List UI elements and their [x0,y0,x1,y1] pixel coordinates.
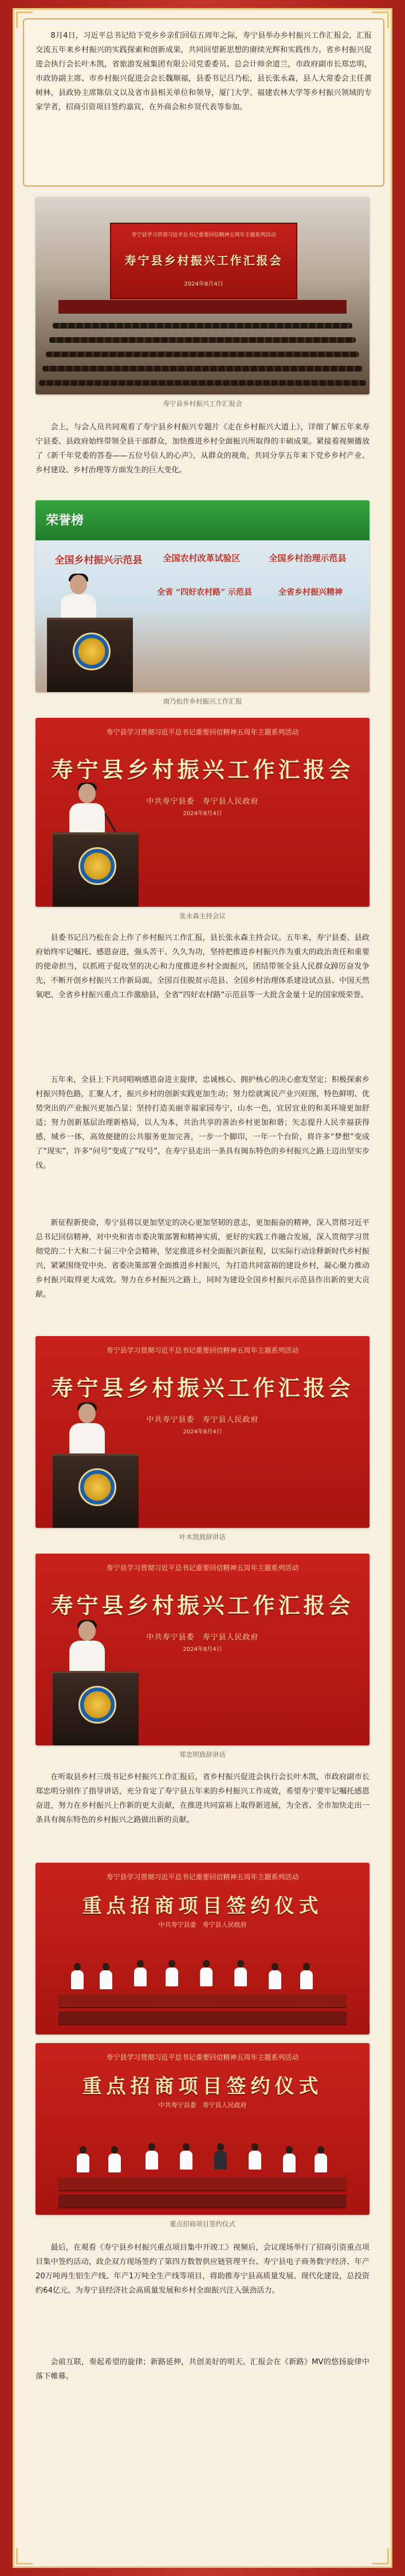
organizers: 中共寿宁县委 寿宁县人民政府 [146,1633,259,1642]
signing-table [58,2012,347,2024]
main-title: 寿宁县乡村振兴工作汇报会 [51,1375,354,1401]
paragraph-3: 县委书记吕乃松在会上作了乡村振兴工作汇报，县长张永森主持会议。五年来，寿宁县委、县政府始终牢记嘱托、感恩奋进，强头苦干、久久为功，坚持把推进乡村振兴作为重大的政治责任和重要的使命担当，以抓班子促攻坚的决心和力度推进乡村全面振兴，团结带领全县人民群众踔厉奋发争先，不断开创乡村振兴工作新局面。全国百佳脱贫示范县、全国乡村治理体系建设试点县、中国天然氧吧、全省乡村振兴重点工作激励县，全省“四好农村路”示范县等一大批含金量十足的国家级荣誉。 [36,934,369,999]
podium-emblem [78,1686,116,1724]
person [299,1963,314,1989]
signing-title: 重点招商项目签约仪式 [82,2075,323,2098]
person [199,1960,214,1986]
caption-5: 郑忠明致辞讲话 [179,1751,226,1759]
paragraph-6: 在听取县乡村三级书记乡村振兴工作汇报后，省乡村振兴促进会执行会长叶木凯，市政府副市长郑忠明分别作了指导讲话，充分肯定了寿宁县五年来的乡村振兴工作成效，希望寿宁要牢记嘱托感恩奋进，努力在乡村振兴上作新的更大贡献，在推进共同富裕上取得新进展，为全省、全市加快走出一条具有闽东特色的乡村振兴之路做出新的贡献。 [36,1773,369,1824]
top-banner-text: 寿宁县学习贯彻习近平总书记重要回信精神五周年主题系列活动 [106,2053,299,2061]
organizers: 中共寿宁县委 寿宁县人民政府 [158,1921,247,1929]
person [164,1960,179,1986]
caption-1: 寿宁县乡村振兴工作汇报会 [163,400,242,408]
organizers: 中共寿宁县委 寿宁县人民政府 [146,1416,259,1424]
signing-table [58,2178,347,2190]
podium [53,1671,139,1745]
caption-6: 重点招商项目签约仪式 [170,2220,235,2228]
main-title: 寿宁县乡村振兴工作汇报会 [51,1593,354,1618]
hall-stage-title: 寿宁县乡村振兴工作汇报会 [124,254,283,267]
award-2: 全国农村改革试验区 [163,553,241,563]
hall-stage-date: 2024年8月4日 [184,281,223,287]
photo-speech-ye [36,1336,369,1528]
podium-emblem [78,847,116,885]
top-banner-text: 寿宁县学习贯彻习近平总书记重要回信精神五周年主题系列活动 [106,1564,299,1572]
photo-signing-2 [36,2043,369,2215]
top-banner-text: 寿宁县学习贯彻习近平总书记重要回信精神五周年主题系列活动 [106,1346,299,1354]
corner-ornament [16,2548,33,2565]
stage-front [58,300,347,314]
seat-row [39,380,366,386]
intro-paragraph: 8月4日，习近平总书记给下党乡乡亲们回信五周年之际，寿宁县举办乡村振兴工作汇报会，汇报交流五年来乡村振兴的实践探索和创新成果，共同回望新思想的赓续光辉和实践伟力。省乡村振兴促进会执行会长叶木凯，省旅游发展集团有限公司党委委员、总会计师余道兰，市政府副市长郑忠明，市政协副主席、市乡村振兴促进会会长魏顺福，县委书记吕乃松，县长张永森，县人大常委会主任黄树林，县政协主席陈信文以及省市县相关单位和领导，厦门大学、福建农林大学等乡村振兴领域的专家学者，招商引资项目签约嘉宾，在外商会和乡贤代表等参加。 [36,31,372,112]
hall-stage-screen [110,223,297,299]
main-title: 寿宁县乡村振兴工作汇报会 [51,757,354,783]
person [179,2143,194,2170]
paragraph-2: 会上，与会人员共同观看了寿宁县乡村振兴专题片《走在乡村振兴大道上》，详细了解五年来寿宁县委、县政府始终带领全县干部群众，加快推进乡村全面振兴所取得的丰硕成果。紧接着视频播放了《新千年党委的答卷——五位号信人的心声》，从群众的视角，共同分享五年来下党乡乡村产业、乡村建设、乡村治理等方面发生的巨大变化。 [36,423,369,475]
person [268,1963,282,1989]
paragraph-7: 最后，在观看《寿宁县乡村振兴重点项目集中开竣工》视频后，会议现场举行了招商引资重点项目集中签约活动，政企双方现场签约了第四方数智供应链管理平台、寿宁县电子商务数字经济、年产20万吨再生铝生产线、年产1万吨全生产线等项目，将助推寿宁县高质量发展、现代化建设，总投资约64亿元，为寿宁县经济社会高质量发展和乡村全面振兴注入强劲活力。 [36,2243,369,2295]
person [313,2146,328,2172]
award-3: 全国乡村治理示范县 [269,553,347,563]
person [282,2146,297,2172]
organizers: 中共寿宁县委 寿宁县人民政府 [146,797,259,806]
photo-honor-wall-speaker [36,500,369,692]
seat-row [53,323,352,329]
signing-table [58,1994,347,2007]
green-label: 荣誉榜 [46,513,84,528]
seat-row [46,351,359,357]
hall-top-banner: 寿宁县学习贯彻习近平总书记重要回信精神五周年主题系列活动 [131,232,276,238]
person [70,1963,85,1989]
green-header [36,500,369,540]
top-banner-text: 寿宁县学习贯彻习近平总书记重要回信精神五周年主题系列活动 [106,728,299,736]
person [247,2143,262,2170]
organizers: 中共寿宁县委 寿宁县人民政府 [158,2101,247,2109]
signing-title: 重点招商项目签约仪式 [82,1895,323,1918]
corner-ornament [372,2548,389,2565]
person [133,1960,148,1986]
signing-table [58,2195,347,2207]
paragraph-8: 会前互联，奏起希望的旋律；新路延伸，共创美好的明天。汇报会在《新路》MV的悠扬旋律中落下帷幕。 [36,2358,369,2381]
photo-speech-zheng [36,1554,369,1745]
podium [47,618,133,692]
podium [53,832,139,907]
person [76,2146,91,2172]
photo-host-speaker [36,718,369,907]
seat-row [49,337,356,343]
photo-conference-hall [36,197,369,394]
person [107,2146,122,2172]
paragraph-5: 新征程新使命，寿宁县将以更加坚定的决心更加坚韧的意志，更加振奋的精神，深入贯彻习近平总书记回信精神，对中央和省市委决策部署和精神实质，更好的实践工作融合发展，深入贯彻学习贯彻党的二十大和二十届三中全会精神，坚定推进乡村全面振兴新征程，以实际行动诠释新时代乡村振兴，紧紧围绕党中央、省委决策部署全面推进乡村振兴，为打造共同富裕的建设乡村，凝心聚力推动乡村振兴取得更大成效。努力在乡村振兴之路上，同时为建设全国乡村振兴示范县作出新的更大贡献。 [36,1219,369,1299]
caption-2: 南乃松作乡村振兴工作汇报 [163,697,242,705]
person [99,1963,113,1989]
caption-3: 张永森主持会议 [179,912,226,920]
photo-signing-1 [36,1863,369,2034]
date: 2024年8月4日 [183,811,222,817]
paragraph-4: 五年来，全县上下共同唱响感恩奋进主旋律，忠诚核心、拥护核心的决心愈发坚定；积极探索乡村振兴特色路，汇聚人才，振兴乡村的创新实践更加生动；努力绘就寓民产业兴旺图，特色鲜明、优势突出的产业振兴更加凸显；坚持打造美丽幸福家园寿宁，山水一色，宜居宜业的和美环境更加舒适；努力创新基层治理新格局，以人为本，共治共享的善治乡村更加和谐；矢志提升人民幸福获得感，城乡一体，高效便捷的公共服务更加完善，一步一个脚印，一年一个台阶，将许多“梦想”变成了“现实”，许多“问号”变成了“叹号”，在寿宁县走出一条具有闽东特色的乡村振兴之路上迈出坚实步伐。 [36,1076,369,1170]
award-5: 全省乡村振兴精神 [278,588,343,597]
top-banner-text: 寿宁县学习贯彻习近平总书记重要回信精神五周年主题系列活动 [106,1873,299,1881]
seat-row [42,366,363,372]
person [233,1960,248,1986]
person [144,2143,159,2170]
podium-emblem [78,1468,116,1506]
award-1: 全国乡村振兴示范县 [54,555,143,566]
article-card [13,8,392,2568]
intro-box [23,18,384,187]
award-4: 全省 “四好农村路” 示范县 [157,588,252,597]
caption-4: 叶木凯致辞讲话 [179,1533,226,1541]
date: 2024年8月4日 [183,1429,222,1435]
date: 2024年8月4日 [183,1646,222,1653]
podium-emblem [73,633,111,670]
podium [53,1453,139,1528]
person [213,2143,228,2170]
